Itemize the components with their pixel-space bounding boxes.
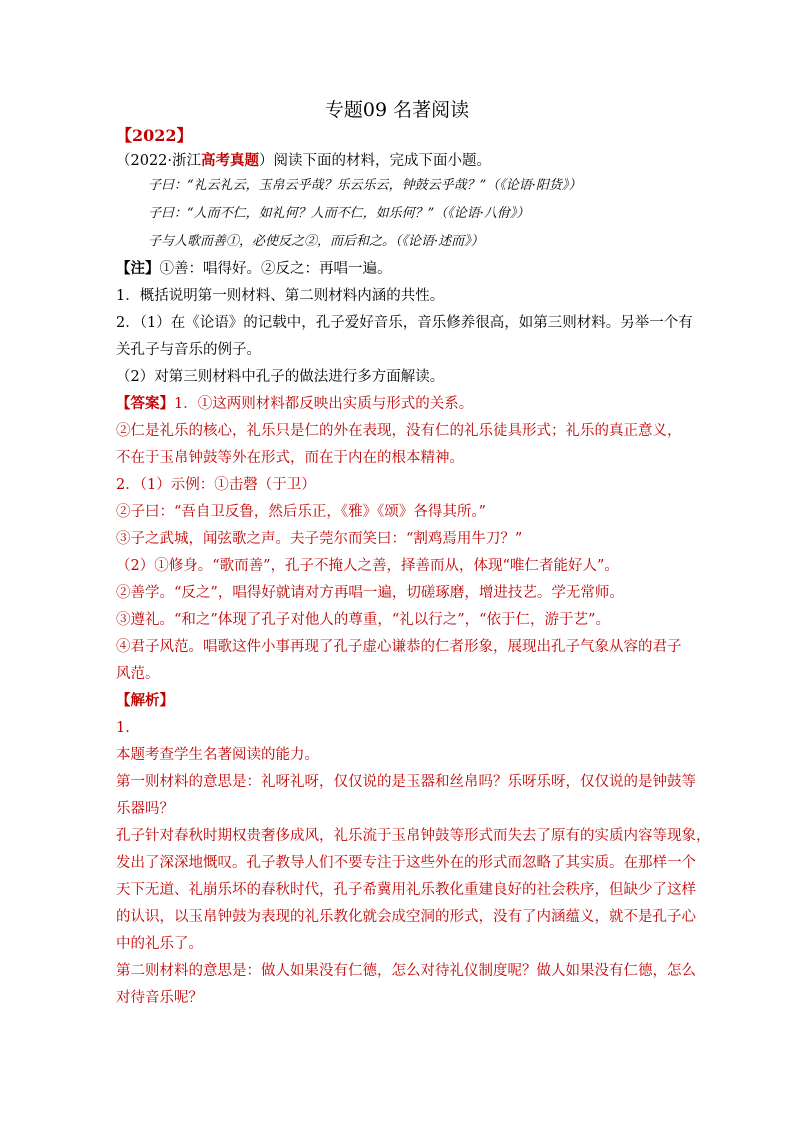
analysis-line: 乐器吗？: [116, 801, 174, 817]
analysis-line: 孔子针对春秋时期权贵奢侈成风，礼乐流于玉帛钟鼓等形式而失去了原有的实质内容等现象，: [116, 828, 711, 844]
analysis-line: 对待音乐呢？: [116, 990, 203, 1006]
answer-label: 【答案】: [116, 395, 174, 412]
analysis-line: 本题考查学生名著阅读的能力。: [116, 747, 319, 763]
quote-3: 子与人歌而善①，必使反之②，而后和之。（《论语·述而》）: [148, 234, 484, 249]
analysis-line: 发出了深深地慨叹。孔子教导人们不要专注于这些外在的形式而忽略了其实质。在那样一个: [116, 855, 696, 871]
answer-line: ③遵礼。“和之”体现了孔子对他人的尊重，“礼以行之”，“依于仁，游于艺”。: [116, 612, 610, 628]
answer-text: 1．①这两则材料都反映出实质与形式的关系。: [174, 396, 474, 412]
analysis-line: 1．: [116, 720, 140, 736]
analysis-line: 第二则材料的意思是：做人如果没有仁德，怎么对待礼仪制度呢？做人如果没有仁德，怎么: [116, 963, 696, 979]
note-text: ①善：唱得好。②反之：再唱一遍。: [159, 261, 392, 277]
question-2-part-2: （2）对第三则材料中孔子的做法进行多方面解读。: [116, 369, 445, 385]
question-1: 1．概括说明第一则材料、第二则材料内涵的共性。: [116, 288, 445, 304]
analysis-line: 中的礼乐了。: [116, 936, 203, 952]
source-tag: 高考真题: [201, 152, 260, 169]
analysis-line: 的认识，以玉帛钟鼓为表现的礼乐教化就会成空洞的形式，没有了内涵蕴义，就不是孔子心: [116, 909, 696, 925]
answer-line: ②子曰：“吾自卫反鲁，然后乐正，《雅》《颂》各得其所。”: [116, 504, 487, 520]
question-2: 2．（1）在《论语》的记载中，孔子爱好音乐，音乐修养很高，如第三则材料。另举一个有: [116, 315, 693, 331]
note-line: [116, 260, 392, 278]
analysis-line: 第一则材料的意思是：礼呀礼呀，仅仅说的是玉器和丝帛吗？乐呀乐呀，仅仅说的是钟鼓等: [116, 774, 696, 790]
intro-source-close: ）阅读下面的材料，完成下面小题。: [259, 153, 492, 169]
analysis-label: 【解析】: [116, 692, 174, 709]
analysis-line: 天下无道、礼崩乐坏的春秋时代，孔子希冀用礼乐教化重建良好的社会秩序，但缺少了这样: [116, 882, 696, 898]
answer-line: ②仁是礼乐的核心，礼乐只是仁的外在表现，没有仁的礼乐徒具形式；礼乐的真正意义，: [116, 423, 682, 439]
intro-source-open: （2022·浙江: [116, 153, 202, 169]
intro-line: [116, 152, 491, 170]
answer-line: 不在于玉帛钟鼓等外在形式，而在于内在的根本精神。: [116, 450, 464, 466]
question-2-cont: 关孔子与音乐的例子。: [116, 342, 261, 358]
answer-first-line: [116, 395, 473, 413]
year-label: 【2022】: [116, 126, 193, 145]
answer-line: 2．（1）示例：①击磬（于卫）: [116, 477, 316, 493]
page-title: 专题09 名著阅读: [324, 99, 470, 121]
answer-line: ②善学。“反之”，唱得好就请对方再唱一遍，切磋琢磨，增进技艺。学无常师。: [116, 585, 624, 601]
answer-line: ③子之武城，闻弦歌之声。夫子莞尔而笑曰：“割鸡焉用牛刀？”: [116, 531, 523, 547]
answer-line: ④君子风范。唱歌这件小事再现了孔子虚心谦恭的仁者形象，展现出孔子气象从容的君子: [116, 639, 682, 655]
answer-line: （2）①修身。“歌而善”，孔子不掩人之善，择善而从，体现“唯仁者能好人”。: [116, 558, 619, 574]
quote-1: 子曰：“礼云礼云，玉帛云乎哉？乐云乐云，钟鼓云乎哉？”（《论语·阳货》）: [148, 178, 582, 193]
quote-2: 子曰：“人而不仁，如礼何？人而不仁，如乐何？”（《论语·八佾》）: [148, 206, 530, 221]
answer-line: 风范。: [116, 666, 160, 682]
note-label: 【注】: [116, 260, 160, 277]
